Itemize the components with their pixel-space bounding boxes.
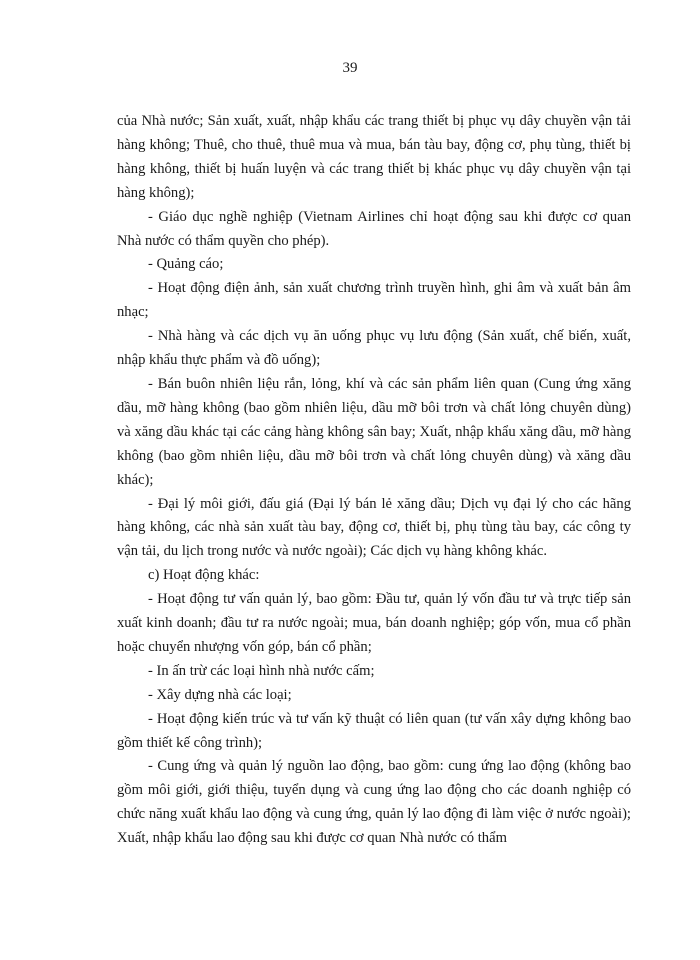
paragraph: - Bán buôn nhiên liệu rắn, lỏng, khí và các sản phẩm liên quan (Cung ứng xăng dầu, mỡ hàng không (bao gồm nhiên liệu, dầu mỡ bôi trơn và chất lỏng chuyên dùng) và xăng dầu khác tại các cảng hàng không sân bay; Xuất, nhập khẩu xăng dầu, mỡ hàng không (bao gồm nhiên liệu, dầu mỡ bôi trơn và chất lỏng chuyên dùng) và xăng dầu khác); <box>117 375 631 488</box>
paragraph: - Xây dựng nhà các loại; <box>148 686 292 703</box>
page-number: 39 <box>342 60 358 76</box>
section-heading: c) Hoạt động khác: <box>148 567 260 584</box>
paragraph: - Cung ứng và quản lý nguồn lao động, bao gồm: cung ứng lao động (không bao gồm môi giới, giới thiệu, tuyển dụng và cung ứng lao động cho các doanh nghiệp có chức năng xuất khẩu lao động và cung ứng, quản lý lao động đi làm việc ở nước ngoài); Xuất, nhập khẩu lao động sau khi được cơ quan Nhà nước có thẩm <box>117 758 631 847</box>
paragraph: - Quảng cáo; <box>148 256 224 273</box>
paragraph: - Hoạt động kiến trúc và tư vấn kỹ thuật có liên quan (tư vấn xây dựng không bao gồm thiết kế công trình); <box>117 710 631 751</box>
paragraph: - Nhà hàng và các dịch vụ ăn uống phục vụ lưu động (Sản xuất, chế biến, xuất, nhập khẩu thực phẩm và đồ uống); <box>117 328 631 369</box>
paragraph: - In ấn trừ các loại hình nhà nước cấm; <box>148 662 375 679</box>
paragraph: - Hoạt động tư vấn quản lý, bao gồm: Đầu tư, quản lý vốn đầu tư và trực tiếp sản xuất kinh doanh; đầu tư ra nước ngoài; mua, bán doanh nghiệp; góp vốn, mua cổ phần hoặc chuyển nhượng vốn góp, bán cổ phần; <box>117 591 631 655</box>
paragraph: của Nhà nước; Sản xuất, xuất, nhập khẩu các trang thiết bị phục vụ dây chuyền vận tải hàng không; Thuê, cho thuê, thuê mua và mua, bán tàu bay, động cơ, phụ tùng, thiết bị hàng không, thiết bị huấn luyện và các trang thiết bị khác phục vụ dây chuyền vận tại hàng không); <box>117 113 631 201</box>
paragraph: - Giáo dục nghề nghiệp (Vietnam Airlines chỉ hoạt động sau khi được cơ quan Nhà nước có thẩm quyền cho phép). <box>117 208 631 249</box>
document-body <box>117 110 631 851</box>
paragraph: - Hoạt động điện ảnh, sản xuất chương trình truyền hình, ghi âm và xuất bản âm nhạc; <box>117 280 631 321</box>
paragraph: - Đại lý môi giới, đấu giá (Đại lý bán lẻ xăng dầu; Dịch vụ đại lý cho các hãng hàng không, các nhà sản xuất tàu bay, động cơ, thiết bị, phụ tùng tàu bay, các công ty vận tải, du lịch trong nước và nước ngoài); Các dịch vụ hàng không khác. <box>117 495 631 560</box>
